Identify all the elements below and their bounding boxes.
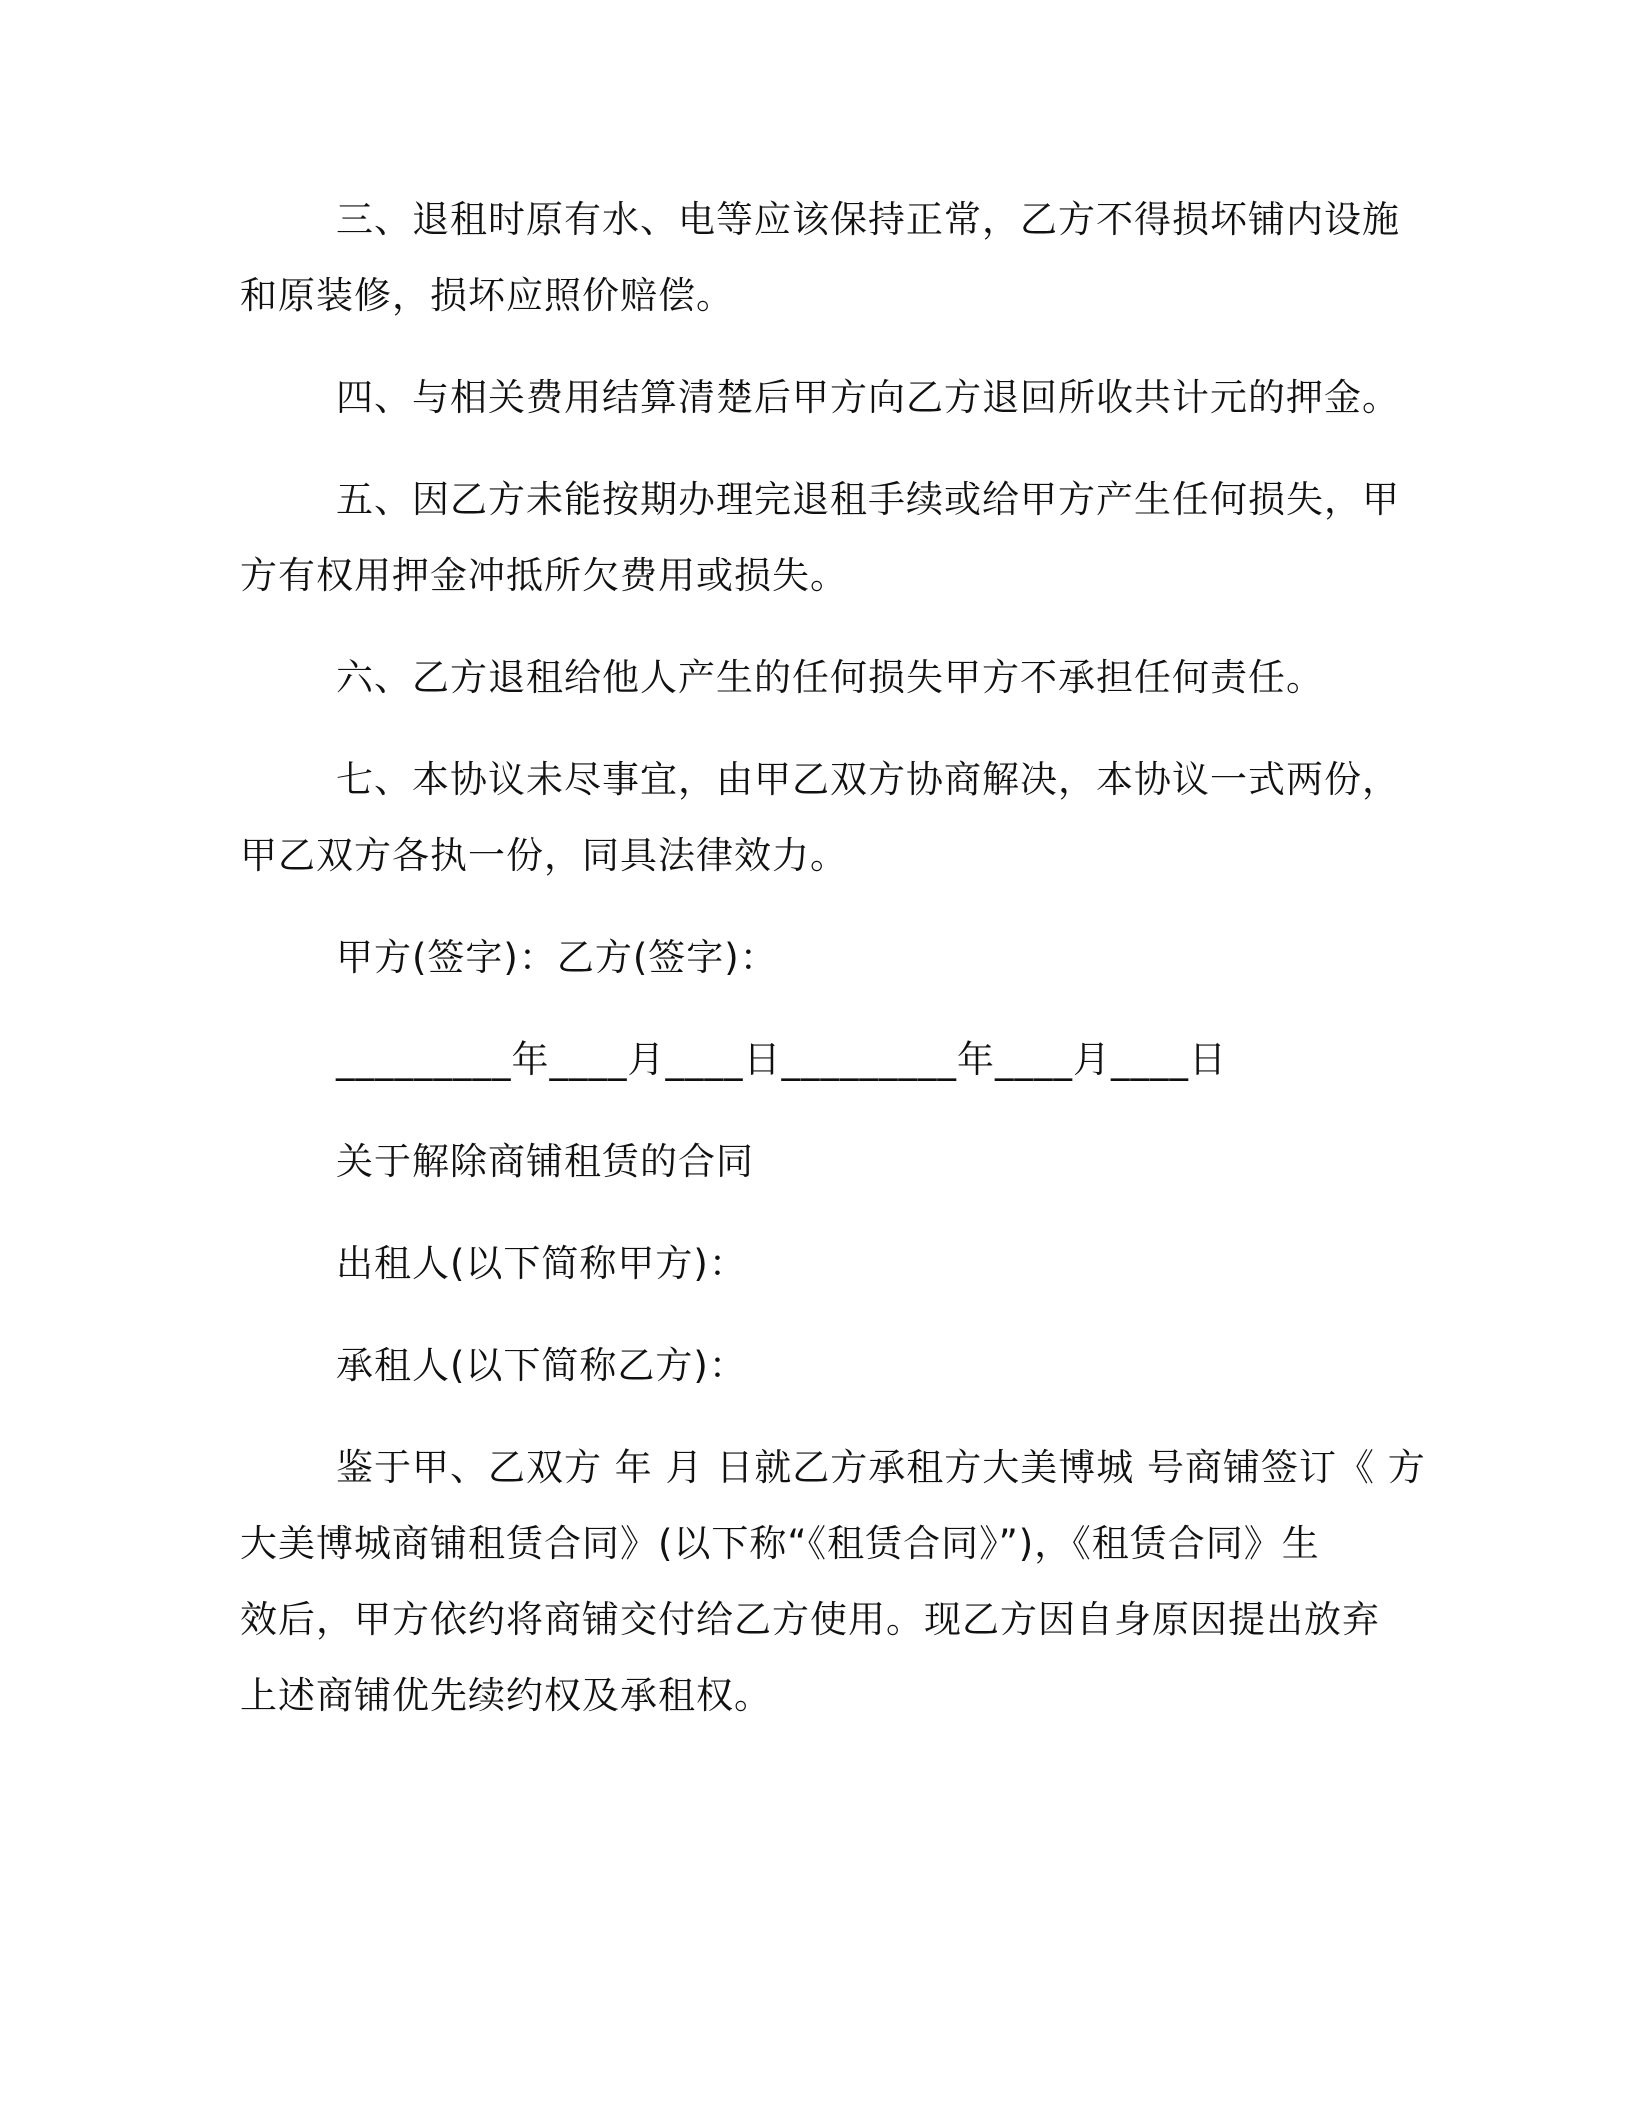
clause-3-line-2: 和原装修，损坏应照价赔偿。 (240, 274, 734, 317)
clause-6-line-1: 六、乙方退租给他人产生的任何损失甲方不承担任何责任。 (336, 656, 1324, 699)
preamble-line-3: 效后，甲方依约将商铺交付给乙方使用。现乙方因自身原因提出放弃 (240, 1598, 1380, 1641)
clause-3-line-1: 三、退租时原有水、电等应该保持正常，乙方不得损坏铺内设施 (336, 198, 1400, 241)
signature-line: 甲方(签字)：乙方(签字)： (336, 936, 778, 979)
preamble-line-4: 上述商铺优先续约权及承租权。 (240, 1674, 772, 1717)
clause-7-line-2: 甲乙双方各执一份，同具法律效力。 (240, 834, 848, 877)
preamble-line-1: 鉴于甲、乙双方 年 月 日就乙方承租方大美博城 号商铺签订《 方 (336, 1446, 1426, 1489)
lessor-line: 出租人(以下简称甲方)： (336, 1242, 747, 1285)
contract-title: 关于解除商铺租赁的合同 (336, 1140, 754, 1183)
clause-5-line-1: 五、因乙方未能按期办理完退租手续或给甲方产生任何损失，甲 (336, 478, 1400, 521)
lessee-line: 承租人(以下简称乙方)： (336, 1344, 747, 1387)
clause-4-line-1: 四、与相关费用结算清楚后甲方向乙方退回所收共计元的押金。 (336, 376, 1400, 419)
clause-7-line-1: 七、本协议未尽事宜，由甲乙双方协商解决，本协议一式两份， (336, 758, 1400, 801)
clause-5-line-2: 方有权用押金冲抵所欠费用或损失。 (240, 554, 848, 597)
date-line: _________年____月____日_________年____月____日 (336, 1038, 1227, 1081)
preamble-line-2: 大美博城商铺租赁合同》(以下称“《租赁合同》”)，《租赁合同》生 (240, 1522, 1320, 1565)
